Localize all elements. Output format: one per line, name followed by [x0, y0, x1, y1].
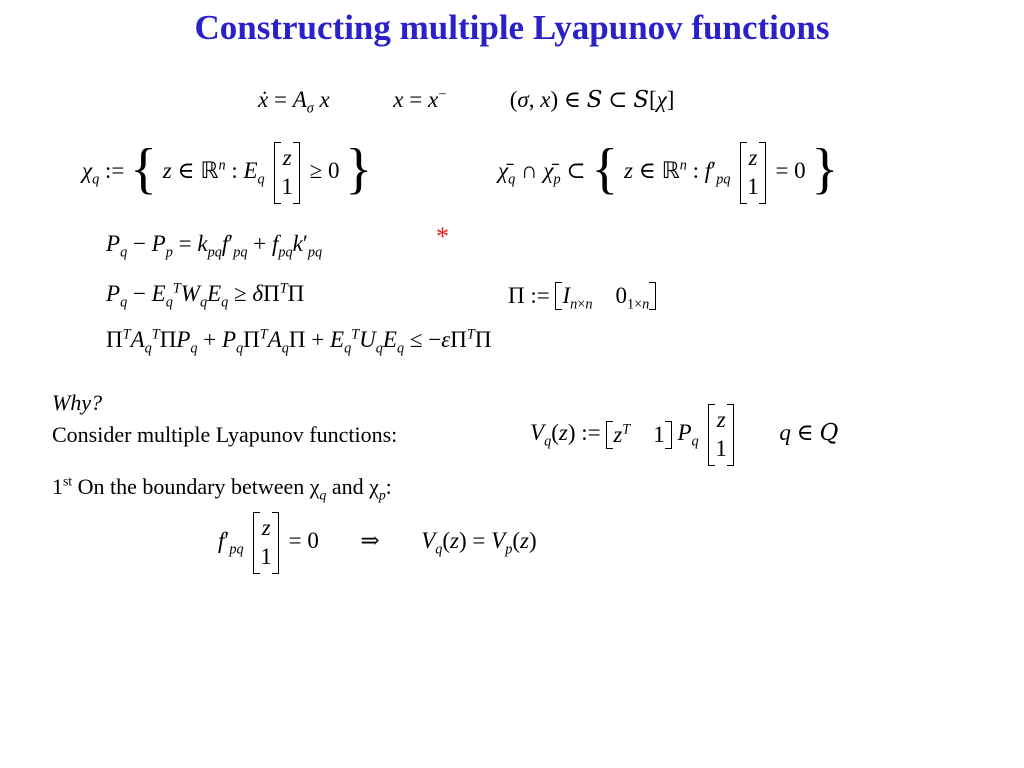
why-text: Why?	[52, 390, 103, 415]
equation-intersection: $\chī_q$ ∩ $\chī_p$ ⊂ { z ∈ ℝ$^n$ : $f'_{pq}$ z 1 = 0 }	[498, 142, 838, 204]
equation-lyapunov-function: $V_q(z)$ := $z^T$ 1 $P_q$ z 1 q ∈ Q	[530, 404, 838, 466]
equation-boundary-implication: $f'_{pq}$ z 1 = 0 ⇒ $V_q(z) = V_p(z)$	[218, 512, 537, 574]
equation-pq-inequality: $P_q - E_q^TW_qE_q \ge \delta\Pi^T\Pi$	[106, 280, 305, 311]
consider-text: Consider multiple Lyapunov functions:	[52, 422, 398, 447]
equation-pq-minus-pp: $P_q - P_p = k_{pq}f'_{pq} + f_{pq}k'_{pq}$	[106, 231, 323, 261]
page-title: Constructing multiple Lyapunov functions	[194, 8, 830, 47]
boundary-text: 1st On the boundary between $\chi_q$ and $\chi_p$:	[52, 473, 392, 503]
star-marker: *	[436, 222, 449, 251]
equation-pi-definition: Π := $I_{n\times n}$ $0_{1\times n}$	[508, 282, 656, 310]
equation-system: ẋ = $A_\sigma$ x x = x− (σ, x) ∈ S ⊂ S[χ]	[258, 86, 675, 117]
equation-lyapunov-inequality: $\Pi^TA_q^T\Pi P_q + P_q\Pi^TA_q\Pi + E_q^TU_qE_q \le -\varepsilon\Pi^T\Pi$	[106, 326, 492, 357]
equation-chi-definition: $\chi_q$ := { z ∈ ℝ$^n$ : $E_q$ z 1 ≥ 0 }	[82, 142, 372, 204]
